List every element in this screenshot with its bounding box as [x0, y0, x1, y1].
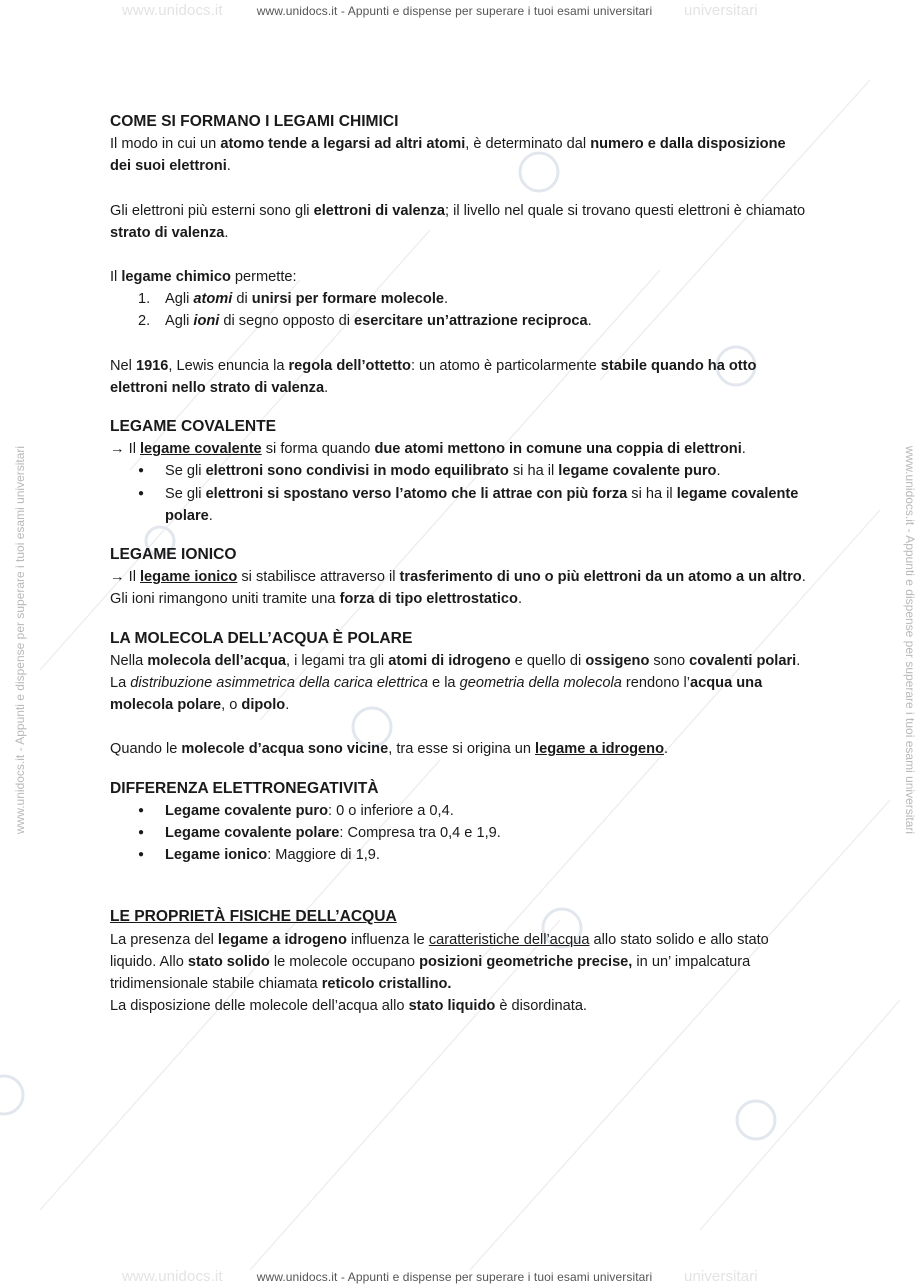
- bullet-list: [110, 800, 810, 867]
- watermark-left: www.unidocs.it - Appunti e dispense per superare i tuoi esami universitari: [13, 445, 27, 835]
- watermark-faint-right-bottom: universitari: [684, 1268, 758, 1285]
- watermark-bottom: [0, 1270, 909, 1284]
- section-title-proprieta-fisiche: LE PROPRIETÀ FISICHE DELL’ACQUA: [110, 908, 397, 926]
- paragraph: La distribuzione asimmetrica della carica elettrica e la geometria della molecola rendono l’acqua una molecola polare, o dipolo.: [110, 675, 763, 714]
- list-item: 2. Agli ioni di segno opposto di esercitare un’attrazione reciproca.: [138, 313, 592, 330]
- list-item: ● Legame ionico: Maggiore di 1,9.: [165, 844, 810, 866]
- section-title-molecola-acqua: LA MOLECOLA DELL’ACQUA È POLARE: [110, 629, 413, 647]
- paragraph: → Il legame covalente si forma quando due atomi mettono in comune una coppia di elettroni.: [110, 441, 746, 458]
- paragraph: Il legame chimico permette:: [110, 269, 297, 286]
- watermark-right: www.unidocs.it - Appunti e dispense per superare i tuoi esami universitari: [903, 445, 917, 835]
- list-item: ● Se gli elettroni si spostano verso l’atomo che li attrae con più forza si ha il legame covalente polare.: [165, 483, 810, 527]
- list-item: 1. Agli atomi di unirsi per formare molecole.: [138, 291, 449, 308]
- section-title-legame-covalente: LEGAME COVALENTE: [110, 418, 277, 436]
- watermark-top: [0, 4, 909, 18]
- document-body: [110, 111, 810, 1018]
- paragraph: Gli elettroni più esterni sono gli elettroni di valenza; il livello nel quale si trovano questi elettroni è chiamato strato di valenza.: [110, 202, 806, 241]
- section-title-elettronegativita: DIFFERENZA ELETTRONEGATIVITÀ: [110, 779, 379, 797]
- watermark-top-text: www.unidocs.it - Appunti e dispense per superare i tuoi esami universitari: [256, 4, 653, 18]
- list-item: ● Legame covalente puro: 0 o inferiore a 0,4.: [165, 800, 810, 822]
- watermark-bottom-text: www.unidocs.it - Appunti e dispense per superare i tuoi esami universitari: [256, 1270, 653, 1284]
- paragraph: Gli ioni rimangono uniti tramite una forza di tipo elettrostatico.: [110, 591, 523, 608]
- list-item: ● Legame covalente polare: Compresa tra 0,4 e 1,9.: [165, 822, 810, 844]
- watermark-faint-left-bottom: www.unidocs.it: [122, 1268, 223, 1285]
- section-title-legame-ionico: LEGAME IONICO: [110, 546, 237, 564]
- watermark-faint-right: universitari: [684, 2, 758, 19]
- watermark-faint-left: www.unidocs.it: [122, 2, 223, 19]
- paragraph: La disposizione delle molecole dell’acqua allo stato liquido è disordinata.: [110, 998, 587, 1015]
- paragraph: Il modo in cui un atomo tende a legarsi ad altri atomi, è determinato dal numero e dalla disposizione dei suoi elettroni.: [110, 136, 786, 175]
- list-item: ● Se gli elettroni sono condivisi in modo equilibrato si ha il legame covalente puro.: [165, 460, 810, 482]
- section-title-legami-chimici: COME SI FORMANO I LEGAMI CHIMICI: [110, 113, 399, 130]
- numbered-list: [110, 288, 810, 332]
- paragraph: Nel 1916, Lewis enuncia la regola dell’ottetto: un atomo è particolarmente stabile quando ha otto elettroni nello strato di valenza.: [110, 357, 757, 396]
- paragraph: Nella molecola dell’acqua, i legami tra gli atomi di idrogeno e quello di ossigeno sono covalenti polari.: [110, 652, 801, 669]
- bullet-list: [110, 460, 810, 527]
- paragraph: → Il legame ionico si stabilisce attraverso il trasferimento di uno o più elettroni da un atomo a un altro.: [110, 569, 806, 586]
- paragraph: Quando le molecole d’acqua sono vicine, tra esse si origina un legame a idrogeno.: [110, 741, 669, 758]
- paragraph: La presenza del legame a idrogeno influenza le caratteristiche dell’acqua allo stato solido e allo stato liquido. Allo stato solido le molecole occupano posizioni geometriche precise, in un’ impalcatura tridimensionale stabile chiamata reticolo cristallino.: [110, 931, 769, 993]
